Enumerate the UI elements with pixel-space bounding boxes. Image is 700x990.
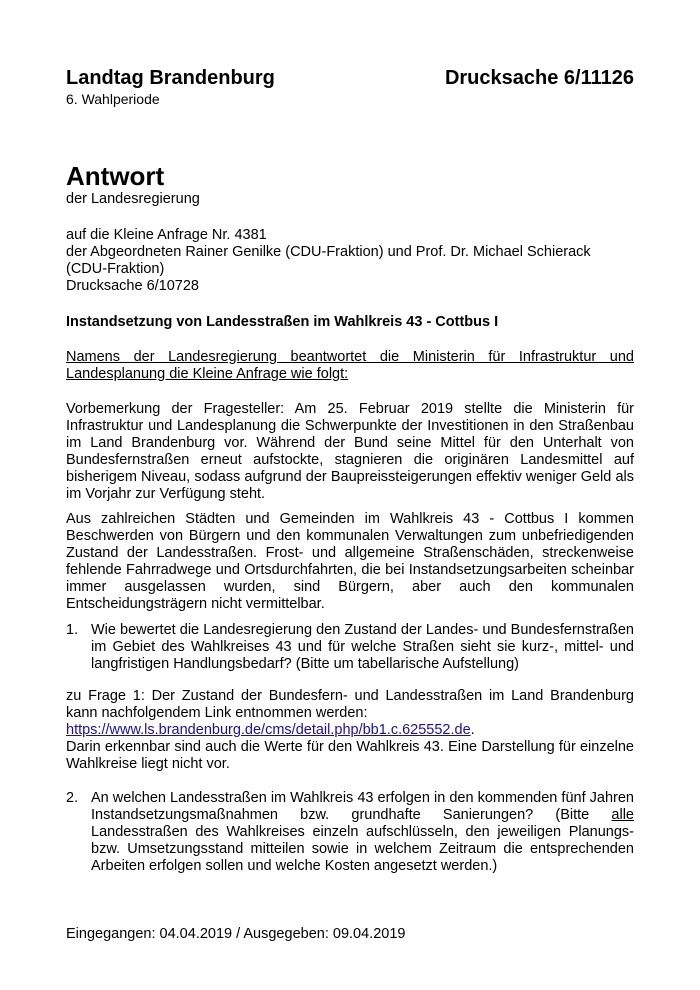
question-1-text: Wie bewertet die Landesregierung den Zustand der Landes- und Bundesfernstraßen im Gebiet des Wahlkreises 43 und für welche Straßen sieht sie kurz-, mittel- und langfristigen Handlungsbedarf? (Bitte um tabellarische Aufstellung) (91, 622, 634, 672)
footer-dates: Eingegangen: 04.04.2019 / Ausgegeben: 09.04.2019 (66, 926, 406, 942)
answer-1-text: zu Frage 1: Der Zustand der Bundesfern- und Landesstraßen im Land Brandenburg kann nachfolgendem Link entnommen werden: (66, 688, 634, 721)
question-2-emphasis: alle (611, 807, 634, 823)
question-1-number: 1. (66, 622, 79, 638)
question-2-text-a: An welchen Landesstraßen im Wahlkreis 43 erfolgen in den kommenden fünf Jahren Instandsetzungsmaßnahmen bzw. grundhafte Sanierungen? (Bitte (91, 790, 634, 823)
preamble-paragraph-1: Vorbemerkung der Fragesteller: Am 25. Februar 2019 stellte die Ministerin für Infrastruktur und Landesplanung die Schwerpunkte der Investitionen in den Straßenbau im Land Brandenburg vor. Während der Bund seine Mittel für den Unterhalt von Bundesfernstraßen erneut aufstockte, stagnieren die originären Landesmittel auf bisherigem Niveau, sodass aufgrund der Baupreissteigerungen effektiv weniger Geld als im Vorjahr zur Verfügung steht. (66, 401, 634, 502)
document-header (66, 66, 634, 90)
question-2-number: 2. (66, 790, 79, 806)
answer-1-text-2: Darin erkennbar sind auch die Werte für den Wahlkreis 43. Eine Darstellung für einzelne Wahlkreise liegt nicht vor. (66, 739, 634, 772)
answer-1 (66, 688, 634, 773)
question-2 (66, 790, 634, 875)
answer-1-link-suffix: . (470, 722, 475, 738)
page-subtitle: der Landesregierung (66, 191, 200, 207)
electoral-period: 6. Wahlperiode (66, 91, 160, 107)
inquiry-docnum: Drucksache 6/10728 (66, 278, 199, 294)
inquiry-number: auf die Kleine Anfrage Nr. 4381 (66, 227, 267, 243)
question-2-text (91, 790, 634, 875)
answer-intro: Namens der Landesregierung beantwortet die Ministerin für Infrastruktur und Landesplanung die Kleine Anfrage wie folgt: (66, 349, 634, 382)
page-title: Antwort (66, 161, 165, 191)
inquiry-reference (66, 227, 634, 295)
question-1 (66, 622, 634, 673)
document-number: Drucksache 6/11126 (444, 67, 634, 89)
preamble-paragraph-2: Aus zahlreichen Städten und Gemeinden im Wahlkreis 43 - Cottbus I kommen Beschwerden von Bürgern und den kommunalen Verwaltungen zum unbefriedigenden Zustand der Landesstraßen. Frost- und allgemeine Straßenschäden, streckenweise fehlende Fahrradwege und Ortsdurchfahrten, die bei Instandsetzungsarbeiten scheinbar immer ausgelassen wurden, sind Bürgern, aber auch den kommunalen Entscheidungsträgern nicht vermittelbar. (66, 511, 634, 612)
inquiry-authors: der Abgeordneten Rainer Genilke (CDU-Fraktion) und Prof. Dr. Michael Schierack (CDU-Fraktion) (66, 244, 591, 277)
question-2-text-b: Landesstraßen des Wahlkreises einzeln aufschlüsseln, den jeweiligen Planungs- bzw. Umsetzungsstand mitteilen sowie in welchem Zeitraum die entsprechenden Arbeiten erfolgen sollen und welche Kosten angesetzt werden.) (91, 824, 634, 874)
answer-1-link[interactable]: https://www.ls.brandenburg.de/cms/detail.php/bb1.c.625552.de (66, 722, 471, 738)
parliament-name: Landtag Brandenburg (66, 67, 275, 89)
subject-line: Instandsetzung von Landesstraßen im Wahlkreis 43 - Cottbus I (66, 314, 499, 330)
